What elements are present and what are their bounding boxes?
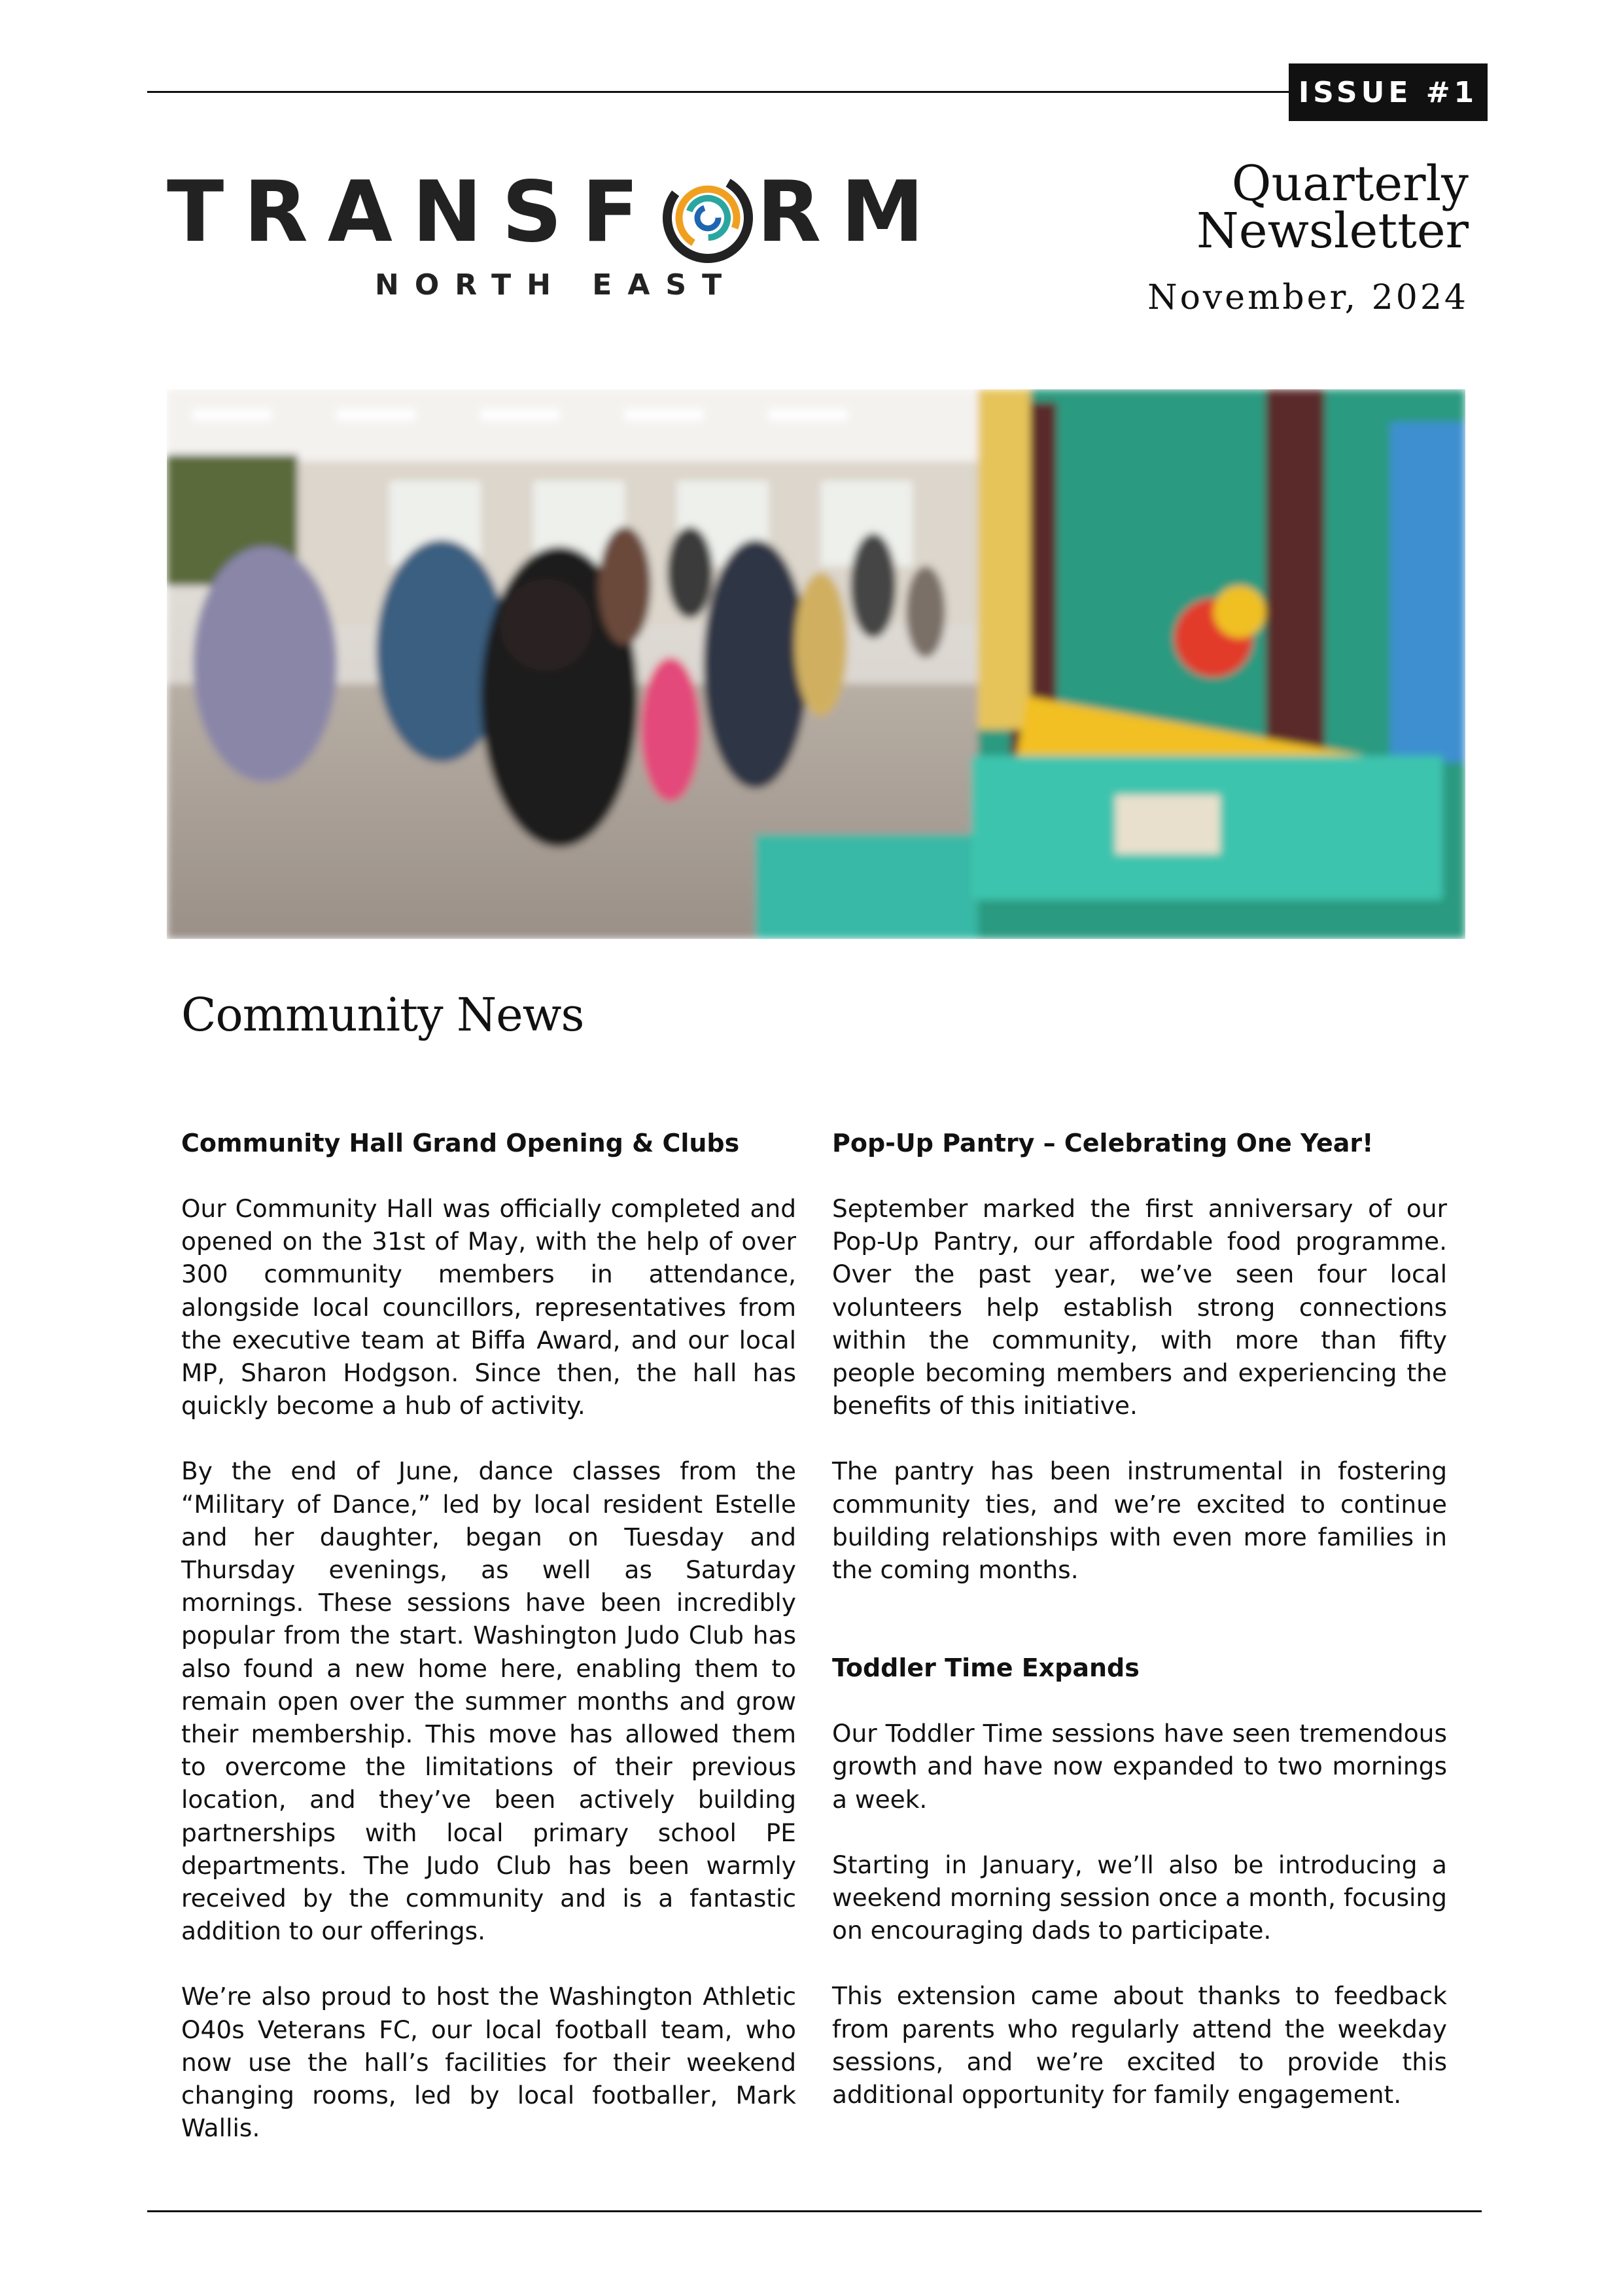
newsletter-title — [1196, 156, 1469, 259]
top-rule — [147, 91, 1299, 93]
right-column — [832, 1127, 1447, 2144]
title-line-1: Quarterly — [1231, 156, 1469, 212]
article-title: Toddler Time Expands — [832, 1653, 1140, 1683]
article-title: Pop-Up Pantry – Celebrating One Year! — [832, 1129, 1374, 1157]
article-paragraph: Our Toddler Time sessions have seen tremendous growth and have now expanded to two mornings a week. — [832, 1719, 1447, 1814]
article-title: Community Hall Grand Opening & Clubs — [181, 1129, 740, 1157]
spacer — [832, 1619, 1447, 1651]
logo-o-icon — [659, 169, 757, 267]
issue-badge: ISSUE #1 — [1289, 63, 1488, 121]
logo — [167, 164, 944, 314]
article-paragraph: This extension came about thanks to feedback from parents who regularly attend the weekday sessions, and we’re excited to provide this additional opportunity for family engagement. — [832, 1981, 1447, 2110]
logo-wordmark: TRANSF RM — [167, 164, 944, 261]
article-paragraph: By the end of June, dance classes from the “Military of Dance,” led by local resident Estelle and her daughter, began on Tuesday and Thursday evenings, as well as Saturday mornings. These sessions have been incredibly popular from the start. Washington Judo Club has also found a new home here, enabling them to remain open over the summer months and grow their membership. This move has allowed them to overcome the limitations of their previous location, and they’ve been actively building partnerships with local primary school PE departments. The Judo Club has been warmly received by the community and is a fantastic addition to our offerings. — [181, 1457, 796, 1946]
hero-photo — [167, 389, 1465, 939]
logo-subtitle: NORTH EAST — [375, 268, 738, 302]
title-line-2: Newsletter — [1196, 203, 1469, 259]
article-paragraph: Starting in January, we’ll also be introducing a weekend morning session once a month, focusing on encouraging dads to participate. — [832, 1850, 1447, 1945]
article-paragraph: The pantry has been instrumental in fostering community ties, and we’re excited to continue building relationships with even more families in the coming months. — [832, 1457, 1447, 1585]
article-paragraph: Our Community Hall was officially completed and opened on the 31st of May, with the help of over 300 community members in attendance, alongside local councillors, representatives from the executive team at Biffa Award, and our local MP, Sharon Hodgson. Since then, the hall has quickly become a hub of activity. — [181, 1194, 796, 1421]
community-hall-photo-icon — [167, 389, 1465, 939]
left-column — [181, 1127, 796, 2177]
newsletter-date: November, 2024 — [1147, 278, 1469, 317]
article-paragraph: September marked the first anniversary of our Pop-Up Pantry, our affordable food programme. Over the past year, we’ve seen four local volunteers help establish strong connections within the community, with more than fifty people becoming members and experiencing the benefits of this initiative. — [832, 1194, 1447, 1421]
bottom-rule — [147, 2210, 1482, 2212]
article-paragraph: We’re also proud to host the Washington Athletic O40s Veterans FC, our local football team, who now use the hall’s facilities for their weekend changing rooms, led by local footballer, Mark Wallis. — [181, 1982, 796, 2143]
section-heading: Community News — [181, 988, 584, 1042]
